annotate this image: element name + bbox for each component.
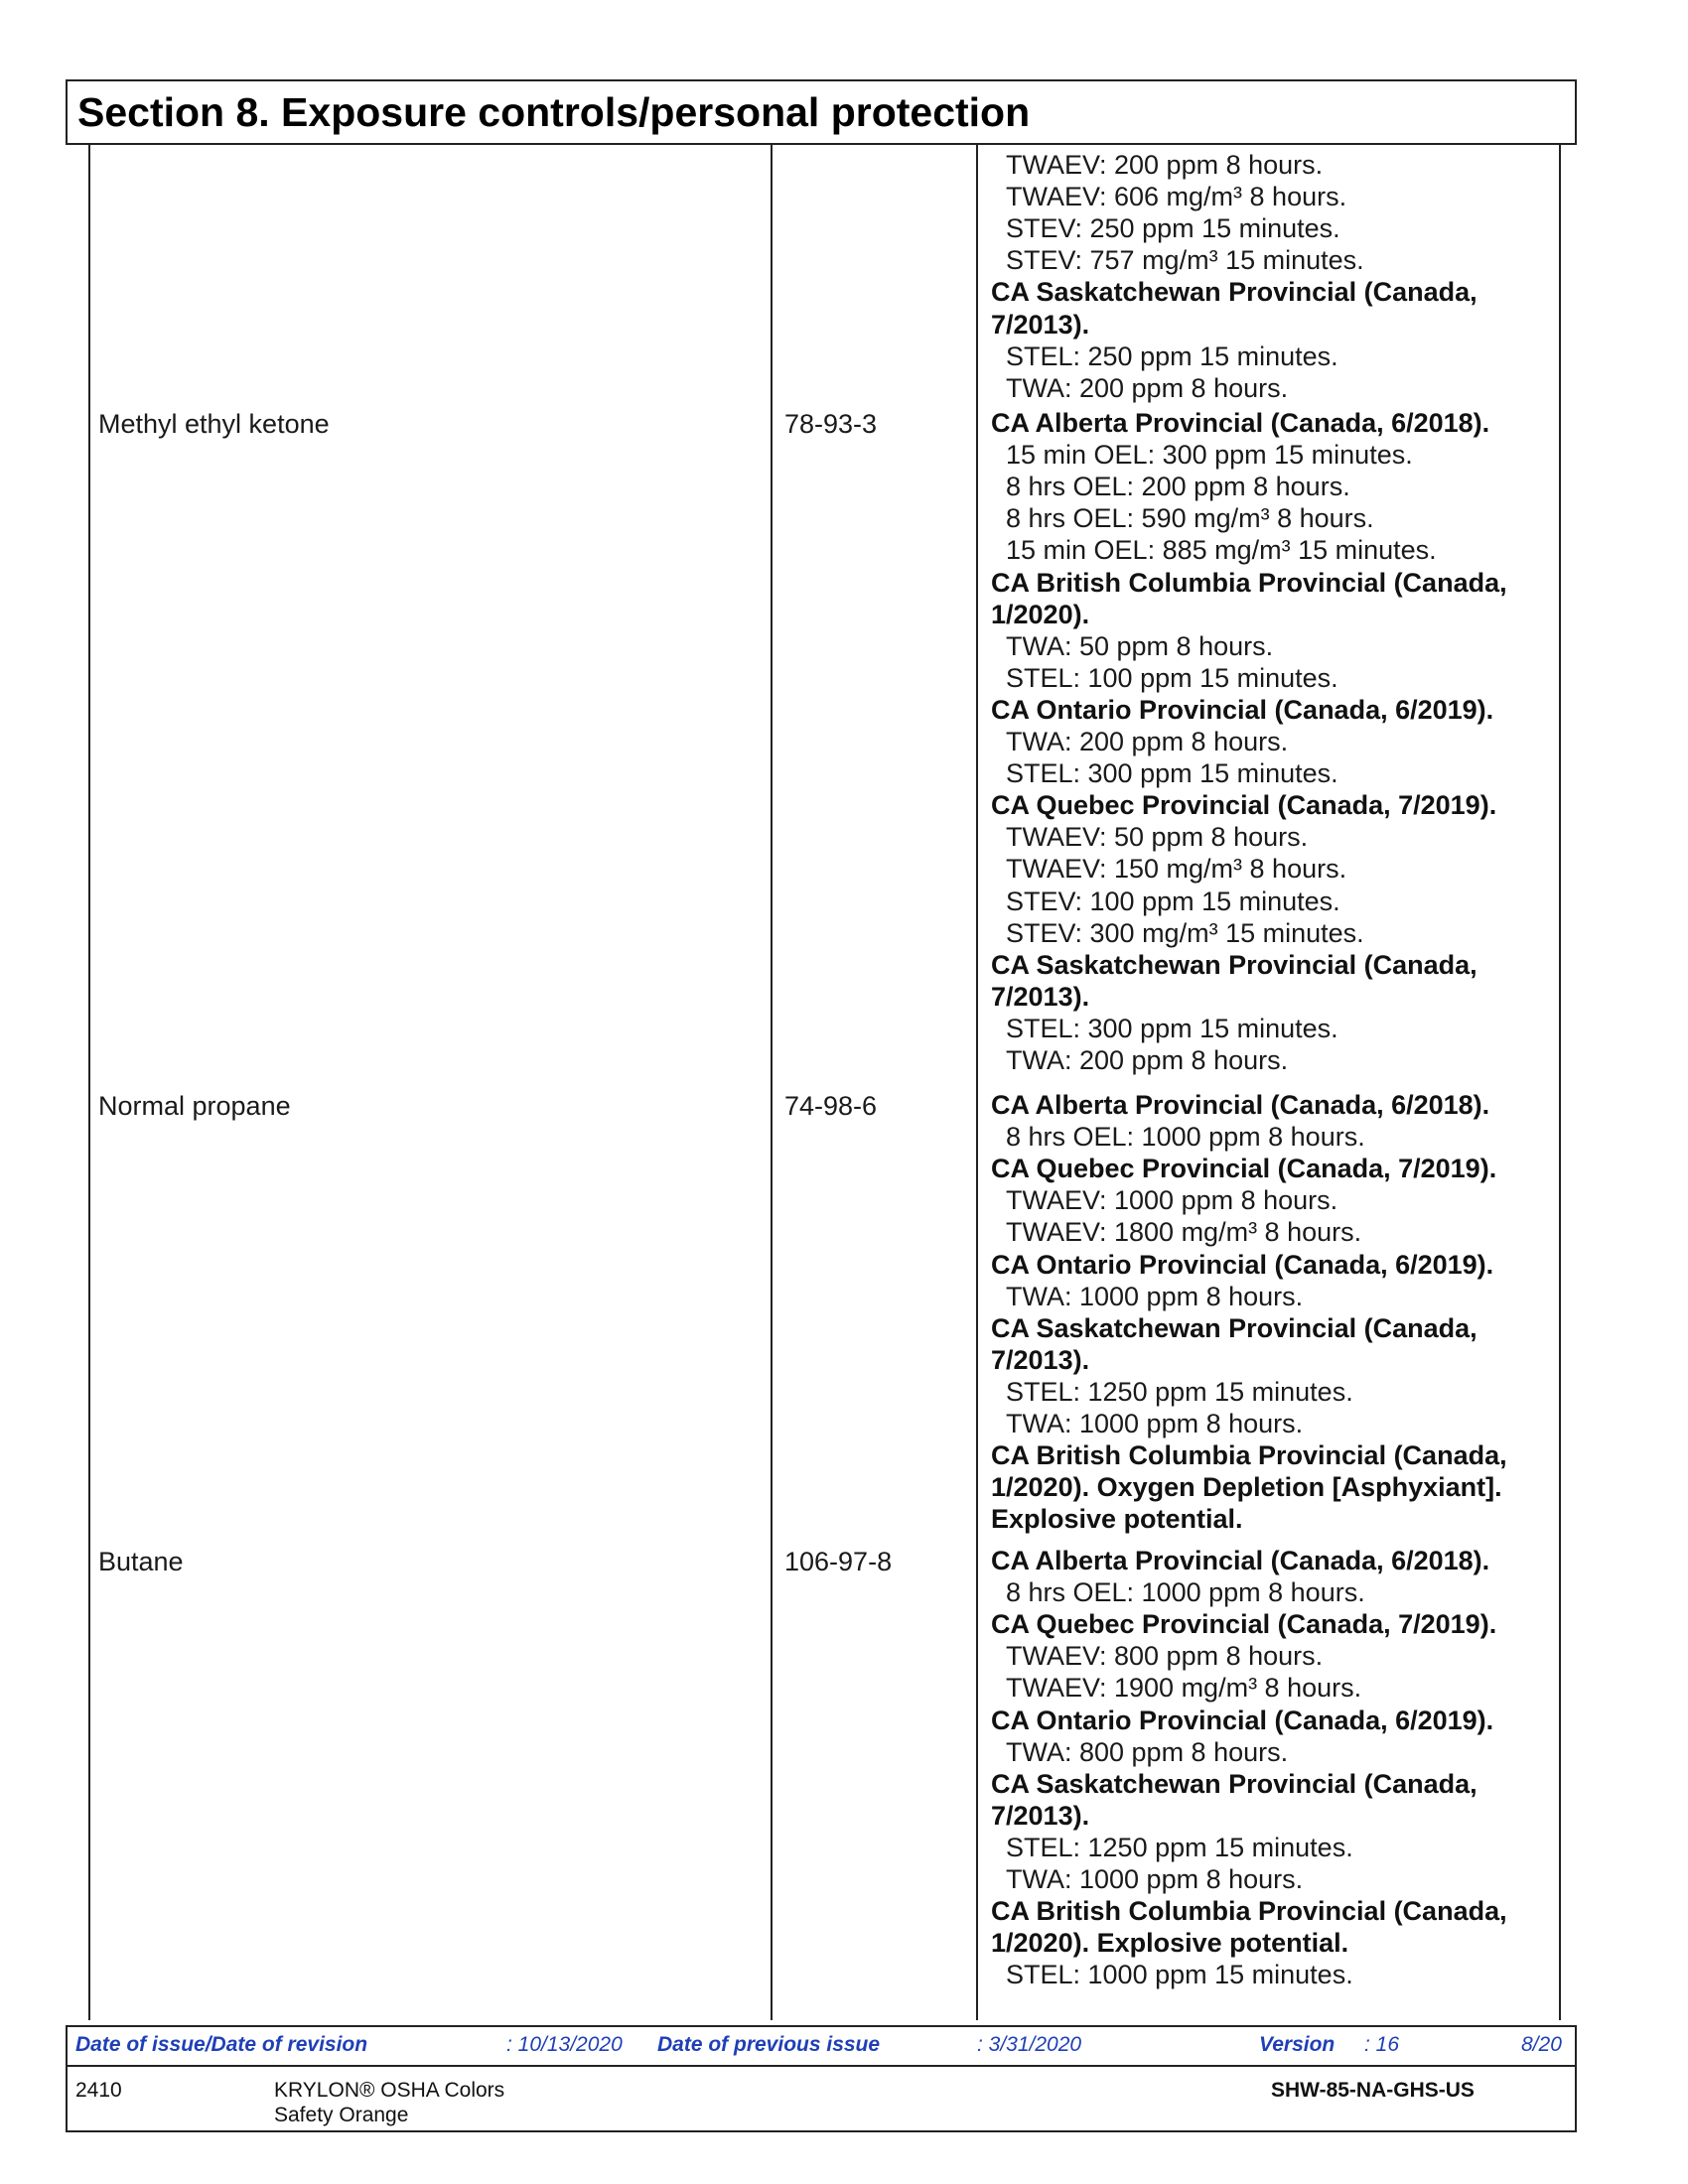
limit-line: STEL: 250 ppm 15 minutes.	[1006, 341, 1338, 371]
limit-source: CA Ontario Provincial (Canada, 6/2019).	[991, 1249, 1494, 1280]
limit-source: 1/2020).	[991, 599, 1090, 629]
limit-line: TWA: 1000 ppm 8 hours.	[1006, 1864, 1304, 1894]
limit-line: TWAEV: 1800 mg/m³ 8 hours.	[1006, 1217, 1362, 1248]
limit-line: STEV: 300 mg/m³ 15 minutes.	[1006, 917, 1364, 948]
limit-source: 1/2020). Oxygen Depletion [Asphyxiant].	[991, 1472, 1502, 1503]
previous-issue-label: Date of previous issue	[657, 2033, 881, 2056]
limit-source: CA Ontario Provincial (Canada, 6/2019).	[991, 1705, 1494, 1735]
previous-issue-value: : 3/31/2020	[977, 2033, 1082, 2056]
limit-line: STEV: 250 ppm 15 minutes.	[1006, 213, 1340, 244]
section-header	[66, 79, 1577, 145]
issue-date-label: Date of issue/Date of revision	[75, 2033, 368, 2056]
limit-source: CA Saskatchewan Provincial (Canada,	[991, 1312, 1477, 1343]
limit-source: CA British Columbia Provincial (Canada,	[991, 1896, 1507, 1927]
limit-line: 8 hrs OEL: 1000 ppm 8 hours.	[1006, 1122, 1365, 1153]
version-value: : 16	[1364, 2033, 1400, 2056]
limit-line: TWA: 200 ppm 8 hours.	[1006, 727, 1289, 756]
limit-line: STEV: 100 ppm 15 minutes.	[1006, 886, 1340, 916]
limit-line: TWAEV: 50 ppm 8 hours.	[1006, 822, 1309, 853]
page-number: 8/20	[1521, 2033, 1562, 2056]
limit-line: 7/2013).	[991, 309, 1090, 340]
limit-source: CA Alberta Provincial (Canada, 6/2018).	[991, 1090, 1490, 1120]
cas-number: 106-97-8	[784, 1547, 893, 1576]
limit-source: Explosive potential.	[991, 1504, 1243, 1535]
limit-line: STEL: 300 ppm 15 minutes.	[1006, 1013, 1338, 1043]
limit-line: STEL: 300 ppm 15 minutes.	[1006, 758, 1338, 789]
limit-source: CA Alberta Provincial (Canada, 6/2018).	[991, 1546, 1490, 1575]
limit-line: TWA: 800 ppm 8 hours.	[1006, 1736, 1289, 1767]
ingredient-name: Methyl ethyl ketone	[98, 409, 330, 439]
limit-source: 7/2013).	[991, 1344, 1090, 1375]
product-name-line2: Safety Orange	[274, 2104, 409, 2126]
limit-source: CA British Columbia Provincial (Canada,	[991, 1440, 1507, 1471]
limit-source: CA Saskatchewan Provincial (Canada,	[991, 1768, 1477, 1799]
limit-source: CA Saskatchewan Provincial (Canada,	[991, 949, 1477, 980]
product-name-line1: KRYLON® OSHA Colors	[274, 2079, 505, 2102]
limit-source: CA British Columbia Provincial (Canada,	[991, 567, 1507, 598]
limit-source: CA Quebec Provincial (Canada, 7/2019).	[991, 790, 1497, 821]
limit-line: 8 hrs OEL: 590 mg/m³ 8 hours.	[1006, 503, 1374, 534]
limit-line: TWA: 50 ppm 8 hours.	[1006, 630, 1274, 661]
limit-line: STEV: 757 mg/m³ 15 minutes.	[1006, 245, 1364, 276]
limit-line: TWAEV: 800 ppm 8 hours.	[1006, 1641, 1324, 1672]
footer-divider	[68, 2065, 1575, 2067]
limit-source: 7/2013).	[991, 1800, 1090, 1831]
limit-line: TWA: 1000 ppm 8 hours.	[1006, 1409, 1304, 1438]
issue-date-value: : 10/13/2020	[506, 2033, 623, 2056]
limit-line: 8 hrs OEL: 200 ppm 8 hours.	[1006, 472, 1350, 502]
limit-line: TWAEV: 150 mg/m³ 8 hours.	[1006, 854, 1347, 885]
limit-source: CA Ontario Provincial (Canada, 6/2019).	[991, 694, 1494, 725]
table-right-border	[1559, 145, 1561, 2020]
limit-line: 15 min OEL: 885 mg/m³ 15 minutes.	[1006, 535, 1437, 566]
limit-line: TWAEV: 1000 ppm 8 hours.	[1006, 1185, 1338, 1216]
product-code: 2410	[75, 2079, 122, 2102]
page-footer	[66, 2025, 1577, 2132]
version-label: Version	[1259, 2033, 1336, 2056]
limit-line: 8 hrs OEL: 1000 ppm 8 hours.	[1006, 1577, 1365, 1608]
column-divider-1	[771, 145, 773, 2020]
limit-source: CA Alberta Provincial (Canada, 6/2018).	[991, 408, 1490, 438]
limit-line: STEL: 1250 ppm 15 minutes.	[1006, 1376, 1353, 1407]
cas-number: 78-93-3	[784, 409, 878, 439]
limit-line: TWA: 200 ppm 8 hours.	[1006, 372, 1289, 403]
section-title: Section 8. Exposure controls/personal protection	[77, 89, 1031, 135]
limit-line: TWA: 1000 ppm 8 hours.	[1006, 1281, 1304, 1311]
ingredient-name: Butane	[98, 1547, 184, 1576]
limit-line: STEL: 1000 ppm 15 minutes.	[1006, 1960, 1353, 1990]
limit-source: CA Quebec Provincial (Canada, 7/2019).	[991, 1609, 1497, 1640]
limit-line: TWAEV: 606 mg/m³ 8 hours.	[1006, 182, 1347, 212]
limit-line: TWAEV: 200 ppm 8 hours.	[1006, 150, 1324, 180]
document-id: SHW-85-NA-GHS-US	[1271, 2079, 1475, 2102]
limit-line: CA Saskatchewan Provincial (Canada,	[991, 277, 1477, 308]
cas-number: 74-98-6	[784, 1091, 878, 1121]
limit-line: TWA: 200 ppm 8 hours.	[1006, 1045, 1289, 1075]
table-left-border	[88, 145, 90, 2020]
ingredient-name: Normal propane	[98, 1091, 291, 1121]
limit-source: 1/2020). Explosive potential.	[991, 1928, 1349, 1959]
limit-line: STEL: 1250 ppm 15 minutes.	[1006, 1832, 1353, 1862]
limit-line: TWAEV: 1900 mg/m³ 8 hours.	[1006, 1673, 1362, 1704]
column-divider-2	[976, 145, 978, 2020]
limit-source: CA Quebec Provincial (Canada, 7/2019).	[991, 1154, 1497, 1184]
limit-line: 15 min OEL: 300 ppm 15 minutes.	[1006, 440, 1413, 471]
limit-line: STEL: 100 ppm 15 minutes.	[1006, 662, 1338, 693]
limit-source: 7/2013).	[991, 981, 1090, 1012]
